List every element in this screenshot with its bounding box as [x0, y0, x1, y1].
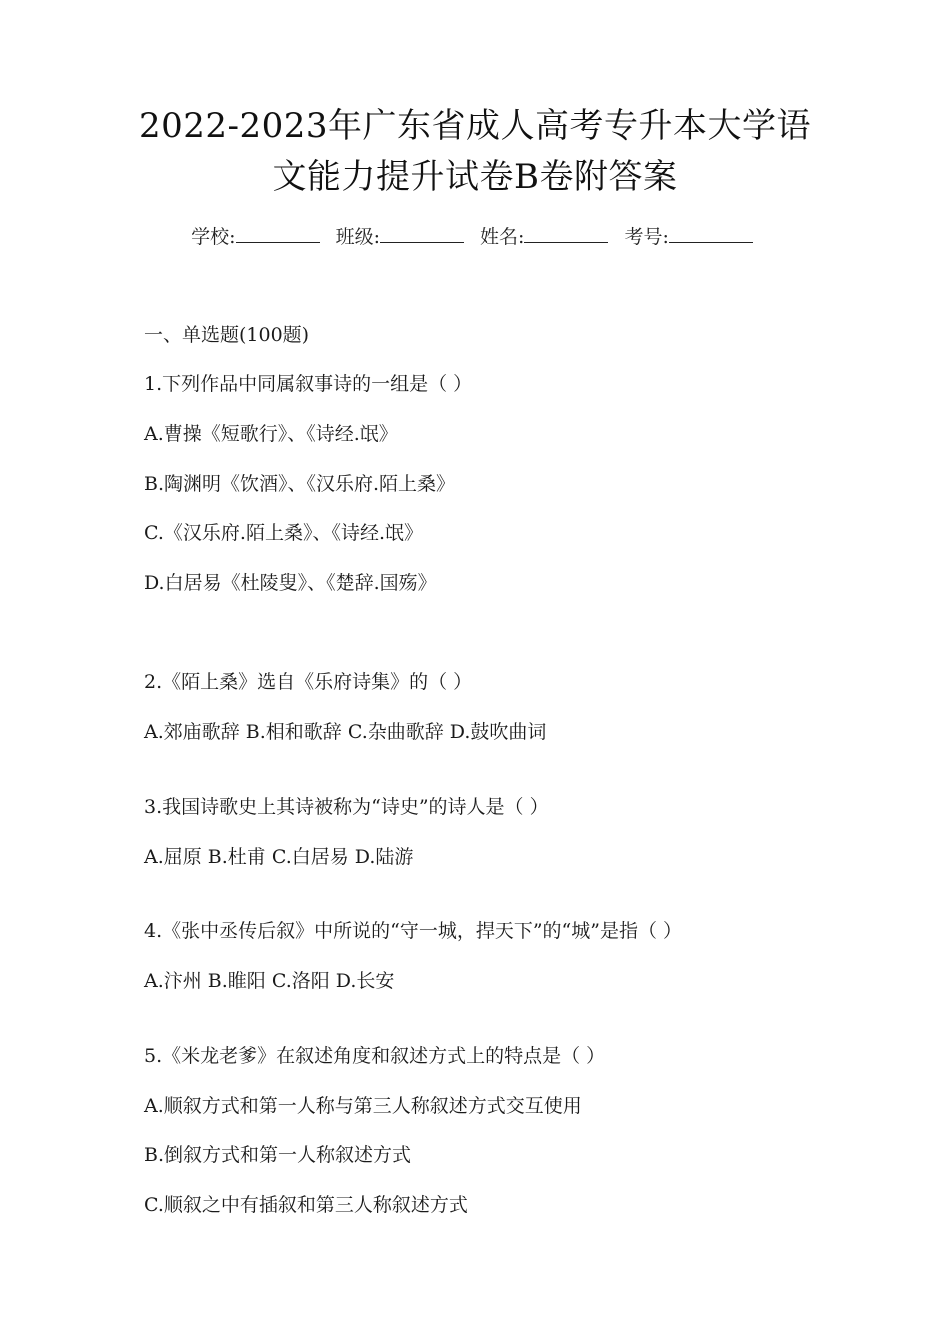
document-title-line-1: 2022-2023年广东省成人高考专升本大学语	[138, 106, 812, 146]
question-1-stem: 1.下列作品中同属叙事诗的一组是（ ）	[144, 373, 473, 395]
class-blank	[380, 224, 464, 243]
question-5-option-c: C.顺叙之中有插叙和第三人称叙述方式	[144, 1194, 468, 1216]
question-2-options: A.郊庙歌辞 B.相和歌辞 C.杂曲歌辞 D.鼓吹曲词	[144, 721, 547, 743]
exam-number-label: 考号:	[624, 226, 669, 248]
question-5-stem: 5.《米龙老爹》在叙述角度和叙述方式上的特点是（ ）	[144, 1045, 606, 1067]
student-info-line	[0, 224, 950, 250]
question-2-stem: 2.《陌上桑》选自《乐府诗集》的（ ）	[144, 671, 473, 693]
question-3-stem: 3.我国诗歌史上其诗被称为“诗史”的诗人是（ ）	[144, 796, 549, 818]
section-heading: 一、单选题(100题)	[144, 324, 310, 346]
question-5-option-b: B.倒叙方式和第一人称叙述方式	[144, 1144, 412, 1166]
name-blank	[524, 224, 608, 243]
class-field	[336, 226, 470, 248]
question-4-stem: 4.《张中丞传后叙》中所说的“守一城，捍天下”的“城”是指（ ）	[144, 920, 683, 942]
question-4-options: A.汴州 B.睢阳 C.洛阳 D.长安	[144, 970, 395, 992]
question-3-options: A.屈原 B.杜甫 C.白居易 D.陆游	[144, 846, 414, 868]
name-field	[480, 226, 614, 248]
school-label: 学校:	[191, 226, 236, 248]
document-title-line-2: 文能力提升试卷B卷附答案	[272, 157, 678, 197]
exam-number-field	[624, 226, 758, 248]
class-label: 班级:	[335, 226, 380, 248]
exam-number-blank	[669, 224, 753, 243]
name-label: 姓名:	[480, 226, 525, 248]
question-1-option-b: B.陶渊明《饮酒》、《汉乐府.陌上桑》	[144, 473, 456, 495]
question-1-option-a: A.曹操《短歌行》、《诗经.氓》	[144, 423, 398, 445]
question-5-option-a: A.顺叙方式和第一人称与第三人称叙述方式交互使用	[144, 1095, 582, 1117]
school-field	[191, 226, 325, 248]
question-1-option-c: C.《汉乐府.陌上桑》、《诗经.氓》	[144, 522, 423, 544]
school-blank	[236, 224, 320, 243]
question-1-option-d: D.白居易《杜陵叟》、《楚辞.国殇》	[144, 572, 437, 594]
